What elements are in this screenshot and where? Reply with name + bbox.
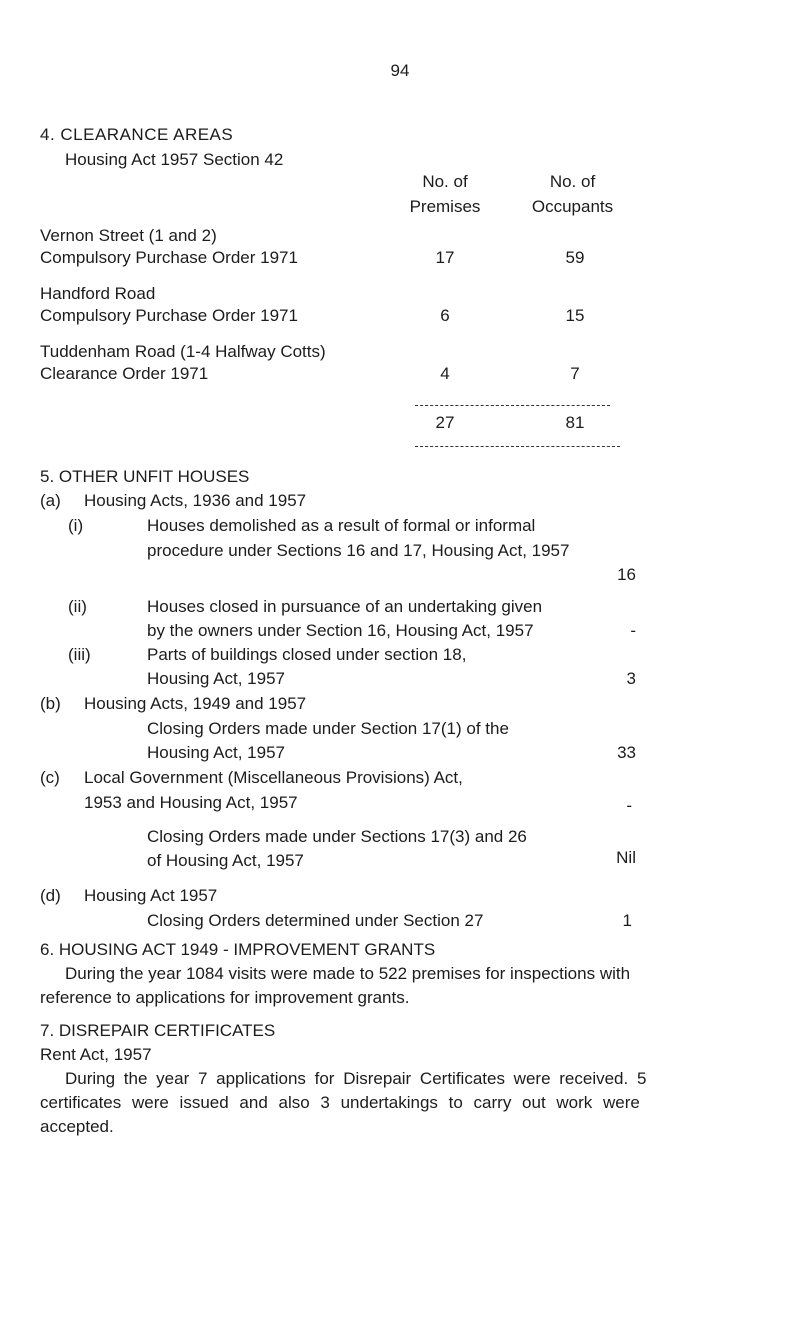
section-7-line3: accepted. — [40, 1117, 114, 1136]
item-iii-label: (iii) — [68, 645, 91, 664]
row-2-line1: Handford Road — [40, 284, 156, 303]
section-7-line2: certificates were issued and also 3 undertakings to carry out work were — [40, 1093, 640, 1112]
item-d-title: Housing Act 1957 — [84, 886, 218, 905]
item-ii-value: - — [630, 621, 636, 640]
item-i-line2: procedure under Sections 16 and 17, Housing Act, 1957 — [147, 541, 570, 560]
item-iii-line2: Housing Act, 1957 — [147, 669, 285, 688]
item-c-value2: Nil — [616, 848, 636, 867]
item-iii-value: 3 — [626, 669, 636, 688]
item-c-title2: 1953 and Housing Act, 1957 — [84, 793, 298, 812]
item-d-line1: Closing Orders determined under Section 27 — [147, 911, 484, 930]
item-ii-line2: by the owners under Section 16, Housing Act, 1957 — [147, 621, 534, 640]
item-a-title: Housing Acts, 1936 and 1957 — [84, 491, 307, 510]
section-4-heading: 4. CLEARANCE AREAS — [40, 125, 234, 144]
item-c-line2: of Housing Act, 1957 — [147, 851, 304, 870]
section-7-heading: 7. DISREPAIR CERTIFICATES — [40, 1021, 276, 1040]
item-d-value: 1 — [622, 911, 632, 930]
item-i-line1: Houses demolished as a result of formal or informal — [147, 516, 536, 535]
item-b-line1: Closing Orders made under Section 17(1) of the — [147, 719, 509, 738]
section-6-heading: 6. HOUSING ACT 1949 - IMPROVEMENT GRANTS — [40, 940, 436, 959]
item-i-label: (i) — [68, 516, 84, 535]
item-ii-line1: Houses closed in pursuance of an undertaking given — [147, 597, 543, 616]
row-1-line2: Compulsory Purchase Order 1971 — [40, 248, 298, 267]
total-occupants: 81 — [565, 413, 585, 432]
item-b-value: 33 — [617, 743, 636, 762]
item-b-line2: Housing Act, 1957 — [147, 743, 285, 762]
row-2-premises: 6 — [440, 306, 450, 325]
section-7-subheading: Rent Act, 1957 — [40, 1045, 152, 1064]
premises-header-line2: Premises — [409, 197, 481, 216]
row-2-line2: Compulsory Purchase Order 1971 — [40, 306, 298, 325]
total-premises: 27 — [435, 413, 455, 432]
item-ii-label: (ii) — [68, 597, 87, 616]
item-b-label: (b) — [40, 694, 61, 713]
section-6-line1: During the year 1084 visits were made to 522 premises for inspections with — [65, 964, 631, 983]
section-7-line1: During the year 7 applications for Disrepair Certificates were received. 5 — [65, 1069, 647, 1088]
row-3-line1: Tuddenham Road (1-4 Halfway Cotts) — [40, 342, 326, 361]
item-a-label: (a) — [40, 491, 61, 510]
row-3-line2: Clearance Order 1971 — [40, 364, 209, 383]
total-rule-top — [415, 405, 610, 406]
occupants-header-line2: Occupants — [531, 197, 614, 216]
row-3-occupants: 7 — [570, 364, 580, 383]
item-d-label: (d) — [40, 886, 61, 905]
item-c-value1: - — [626, 796, 632, 815]
row-1-line1: Vernon Street (1 and 2) — [40, 226, 217, 245]
item-i-value: 16 — [617, 565, 636, 584]
item-c-label: (c) — [40, 768, 60, 787]
occupants-header-line1: No. of — [549, 172, 596, 191]
page-number: 94 — [390, 61, 410, 80]
item-c-title: Local Government (Miscellaneous Provisions) Act, — [84, 768, 463, 787]
item-iii-line1: Parts of buildings closed under section 18, — [147, 645, 467, 664]
section-5-heading: 5. OTHER UNFIT HOUSES — [40, 467, 250, 486]
row-2-occupants: 15 — [565, 306, 585, 325]
item-b-title: Housing Acts, 1949 and 1957 — [84, 694, 307, 713]
item-c-line1: Closing Orders made under Sections 17(3) and 26 — [147, 827, 527, 846]
row-1-premises: 17 — [435, 248, 455, 267]
premises-header-line1: No. of — [422, 172, 468, 191]
section-4-subheading: Housing Act 1957 Section 42 — [65, 150, 284, 169]
section-6-line2: reference to applications for improvement grants. — [40, 988, 410, 1007]
row-1-occupants: 59 — [565, 248, 585, 267]
row-3-premises: 4 — [440, 364, 450, 383]
total-rule-bottom — [415, 446, 620, 447]
